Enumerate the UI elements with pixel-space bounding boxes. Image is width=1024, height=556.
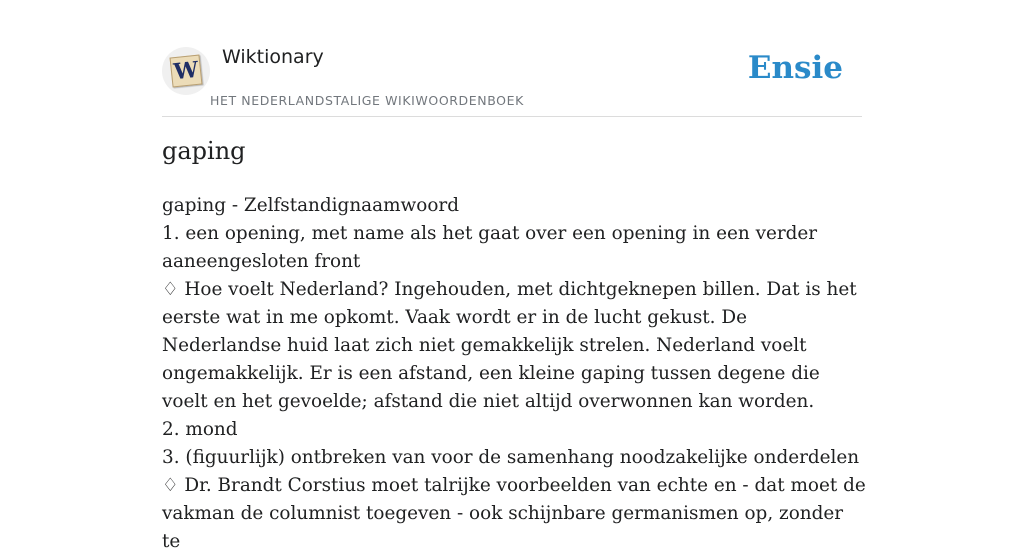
part-of-speech-line: gaping - Zelfstandignaamwoord bbox=[162, 195, 459, 216]
site-name[interactable]: Wiktionary bbox=[222, 46, 324, 68]
site-tagline: HET NEDERLANDSTALIGE WIKIWOORDENBOEK bbox=[210, 93, 524, 108]
definition-1: 1. een opening, met name als het gaat over een opening in een verder aaneengesloten front bbox=[162, 223, 818, 272]
definition-2: 2. mond bbox=[162, 419, 238, 440]
example-3: ♢ Dr. Brandt Corstius moet talrijke voorbeelden van echte en - dat moet de vakman de columnist toegeven - ook schijnbare germanismen op, zonder te bbox=[162, 475, 866, 552]
entry-content bbox=[162, 192, 867, 556]
wiktionary-logo-icon[interactable] bbox=[162, 47, 210, 95]
definition-3: 3. (figuurlijk) ontbreken van voor de samenhang noodzakelijke onderdelen bbox=[162, 447, 860, 468]
site-header bbox=[162, 0, 862, 117]
page-title: gaping bbox=[162, 137, 246, 165]
example-1: ♢ Hoe voelt Nederland? Ingehouden, met dichtgeknepen billen. Dat is het eerste wat in me opkomt. Vaak wordt er in de lucht gekust. De Nederlandse huid laat zich niet gemakkelijk strelen. Nederland voelt ongemakkelijk. Er is een afstand, een kleine gaping tussen degene die voelt en het gevoelde; afstand die niet altijd overwonnen kan worden. bbox=[162, 279, 857, 412]
logo-tile: W bbox=[170, 55, 203, 88]
ensie-brand-logo[interactable]: Ensie bbox=[747, 50, 843, 86]
